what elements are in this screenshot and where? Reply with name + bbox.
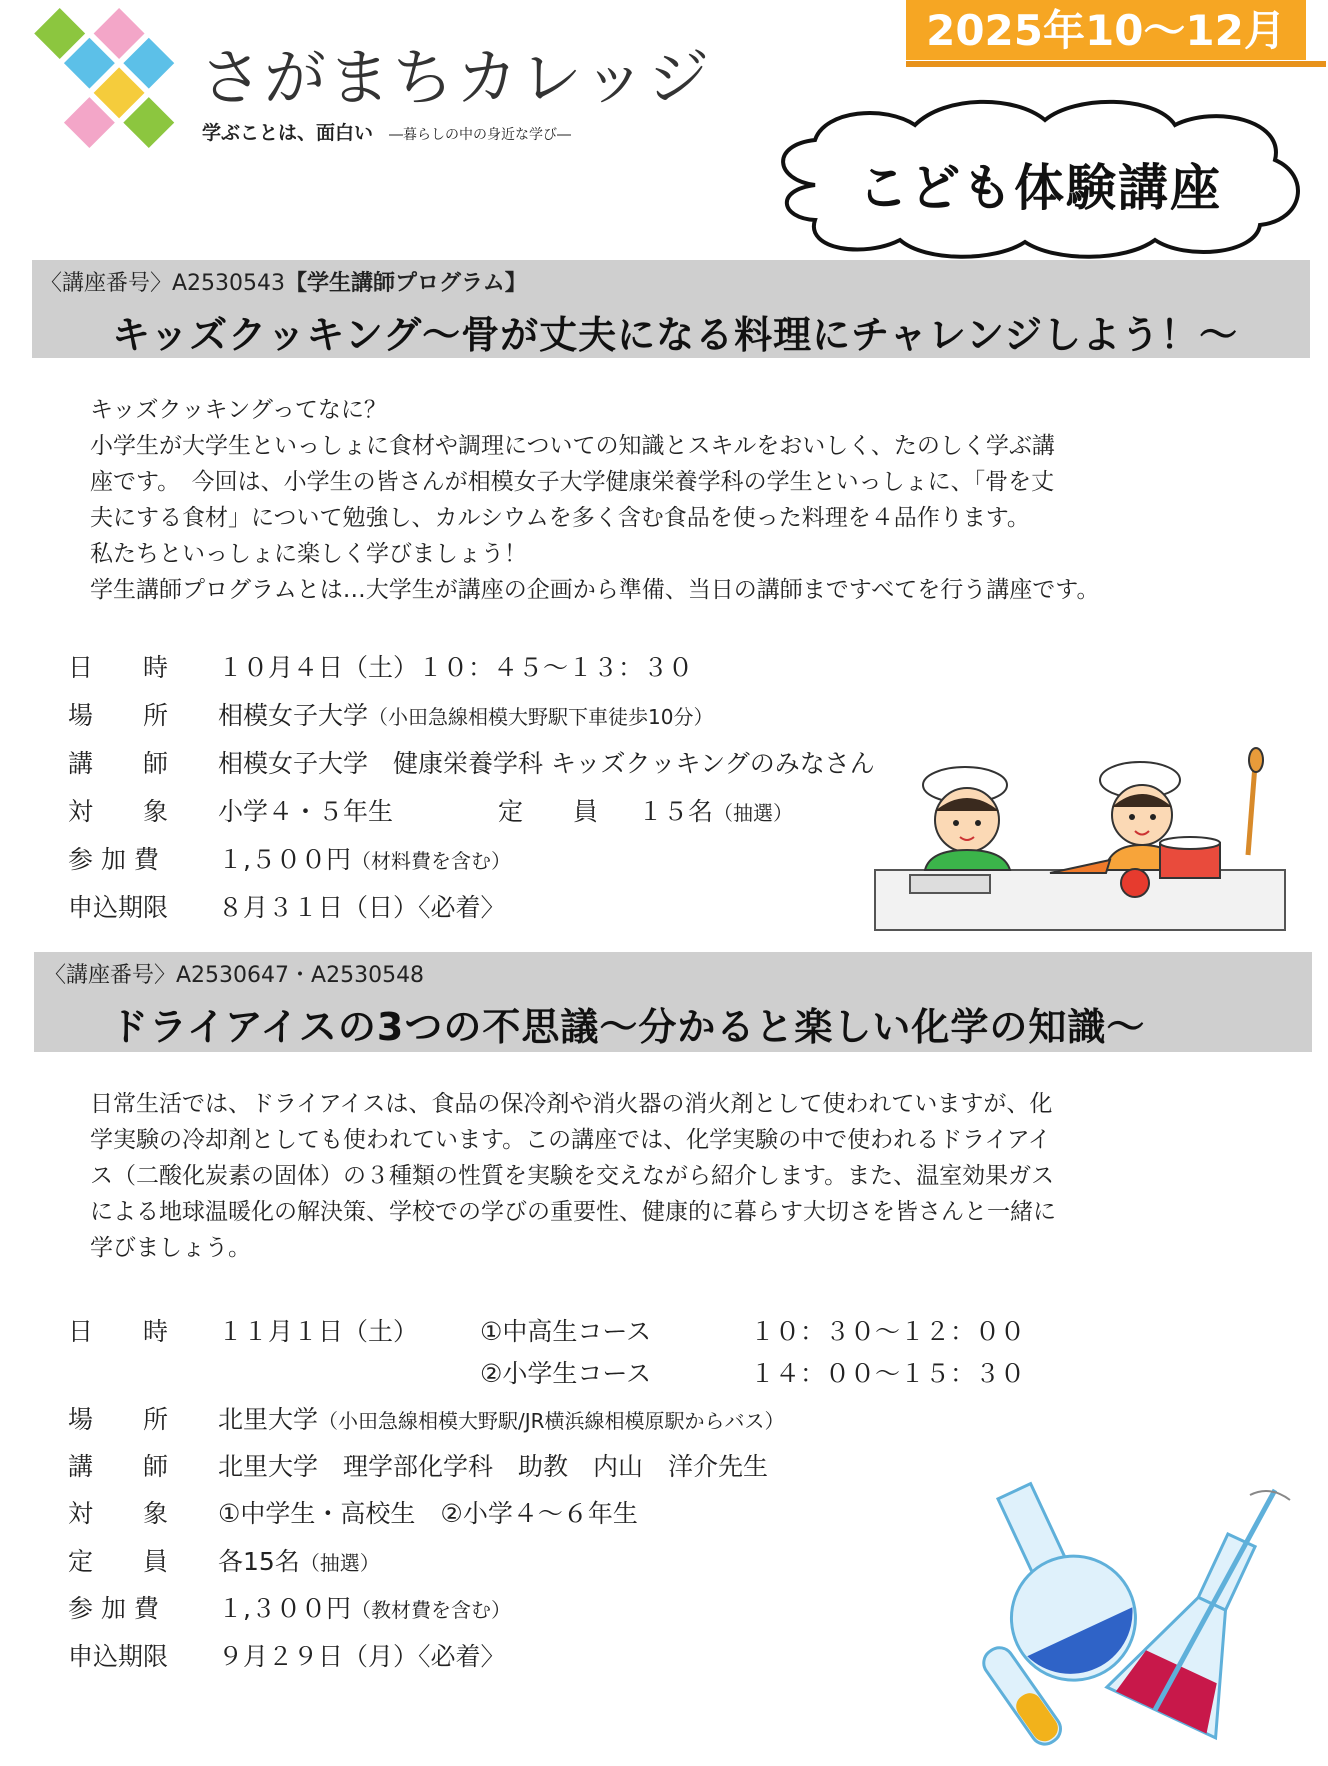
deadline-value: ８月３１日（日）〈必着〉 [218,893,506,922]
lecturer-value: 北里大学 理学部化学科 助教 内山 洋介先生 [218,1452,769,1481]
course2-capacity-row [68,1542,380,1578]
course2-deadline-row [68,1637,506,1673]
course2-desc-line: 学びましょう。 [90,1235,251,1261]
course1-desc-line: キッズクッキングってなに？ [90,397,387,423]
lecturer-label: 講 師 [68,749,169,778]
course1-desc-line: 私たちといっしょに楽しく学びましょう！ [90,541,527,567]
course1-name: ①中高生コース [480,1317,652,1346]
course2-description [90,1086,1290,1266]
fee-label: 参 加 費 [68,845,159,874]
course1-title: キッズクッキング～骨が丈夫になる料理にチャレンジしよう！～ [112,313,1239,357]
fee-note: （教材費を含む） [350,1598,511,1622]
target-label: 対 象 [68,797,169,826]
course2-desc-line: による地球温暖化の解決策、学校での学びの重要性、健康的に暮らす大切さを皆さんと一緒に [90,1199,1056,1225]
course1-time: １０：３０～１２：００ [750,1317,1026,1346]
course1-desc-line: 夫にする食材」について勉強し、カルシウムを多く含む食品を使った料理を４品作ります。 [90,505,1030,531]
course2-title: ドライアイスの3つの不思議～分かると楽しい化学の知識～ [110,1005,1146,1049]
target-label: 対 象 [68,1499,169,1528]
course2-desc-line: ス（二酸化炭素の固体）の３種類の性質を実験を交えながら紹介します。また、温室効果ガス [90,1163,1055,1189]
course1-program-tag: 【学生講師プログラム】 [285,271,527,296]
course1-desc-line: 学生講師プログラムとは…大学生が講座の企画から準備、当日の講師まですべてを行う講座です。 [90,577,1100,603]
course1-target-row [68,792,793,828]
place-note: （小田急線相模大野駅/JR横浜線相模原駅からバス） [318,1409,785,1433]
course2-code-line: 〈講座番号〉A2530647・A2530548 [44,963,425,988]
course2-name: ②小学生コース [480,1359,652,1388]
capacity-value: １５名 [638,797,714,826]
course2-date-row2 [480,1354,1025,1390]
period-badge-underline [906,61,1326,67]
period-badge: 2025年10～12月 [906,0,1306,60]
capacity-note: （抽選） [299,1551,380,1575]
kids-cooking-illustration [870,745,1290,935]
fee-value: １,３００円 [218,1594,351,1623]
course2-fee-row [68,1589,511,1625]
lecturer-value: 相模女子大学 健康栄養学科 キッズクッキングのみなさん [218,749,875,778]
course1-code: 〈講座番号〉A2530543 [40,271,286,296]
course1-deadline-row [68,888,506,924]
deadline-label: 申込期限 [68,893,169,922]
tagline-sub: ―暮らしの中の身近な学び― [389,127,572,143]
course2-time: １４：００～１５：３０ [750,1359,1026,1388]
fee-note: （材料費を含む） [350,849,511,873]
place-label: 場 所 [68,1405,169,1434]
capacity-value: 各15名 [218,1547,300,1576]
date-label: 日 時 [68,1317,169,1346]
course1-description [90,392,1290,608]
course1-lecturer-row [68,744,875,780]
course2-desc-line: 学実験の冷却剤としても使われています。この講座では、化学実験の中で使われるドライアイ [90,1127,1051,1153]
date-value: １０月４日（土）１０：４５～１３：３０ [218,653,694,682]
course1-place-row [68,696,713,732]
college-tagline [202,118,571,145]
course2-place-row [68,1400,785,1436]
deadline-value: ９月２９日（月）〈必着〉 [218,1642,506,1671]
course1-fee-row [68,840,511,876]
course1-desc-line: 座です。 今回は、小学生の皆さんが相模女子大学健康栄養学科の学生といっしょに、「骨を丈 [90,469,1055,495]
deadline-label: 申込期限 [68,1642,169,1671]
target-value: ①中学生・高校生 ②小学４～６年生 [218,1499,638,1528]
capacity-note: （抽選） [713,801,794,825]
place-value: 北里大学 [218,1405,319,1434]
category-title: こども体験講座 [858,159,1222,217]
college-brand-name: さがまちカレッジ [200,41,712,114]
place-label: 場 所 [68,701,169,730]
fee-label: 参 加 費 [68,1594,159,1623]
course2-desc-line: 日常生活では、ドライアイスは、食品の保冷剤や消火器の消火剤として使われていますが、化 [90,1091,1053,1117]
course2-target-row [68,1494,638,1530]
target-value: 小学４・５年生 [218,797,394,826]
college-logo-mark [0,0,200,190]
course1-desc-line: 小学生が大学生といっしょに食材や調理についての知識とスキルをおいしく、たのしく学ぶ講 [90,433,1055,459]
date-value: １１月１日（土） [218,1317,419,1346]
fee-value: １,５００円 [218,845,351,874]
lecturer-label: 講 師 [68,1452,169,1481]
chemistry-flasks-illustration [975,1470,1305,1760]
course2-lecturer-row [68,1447,768,1483]
course2-date-row [68,1312,1025,1348]
course1-date-row [68,648,693,684]
place-value: 相模女子大学 [218,701,369,730]
course1-code-line [40,266,527,297]
place-note: （小田急線相模大野駅下車徒歩10分） [368,705,714,729]
tagline-main: 学ぶことは、面白い [202,122,374,144]
capacity-label: 定 員 [498,797,599,826]
capacity-label: 定 員 [68,1547,169,1576]
date-label: 日 時 [68,653,169,682]
